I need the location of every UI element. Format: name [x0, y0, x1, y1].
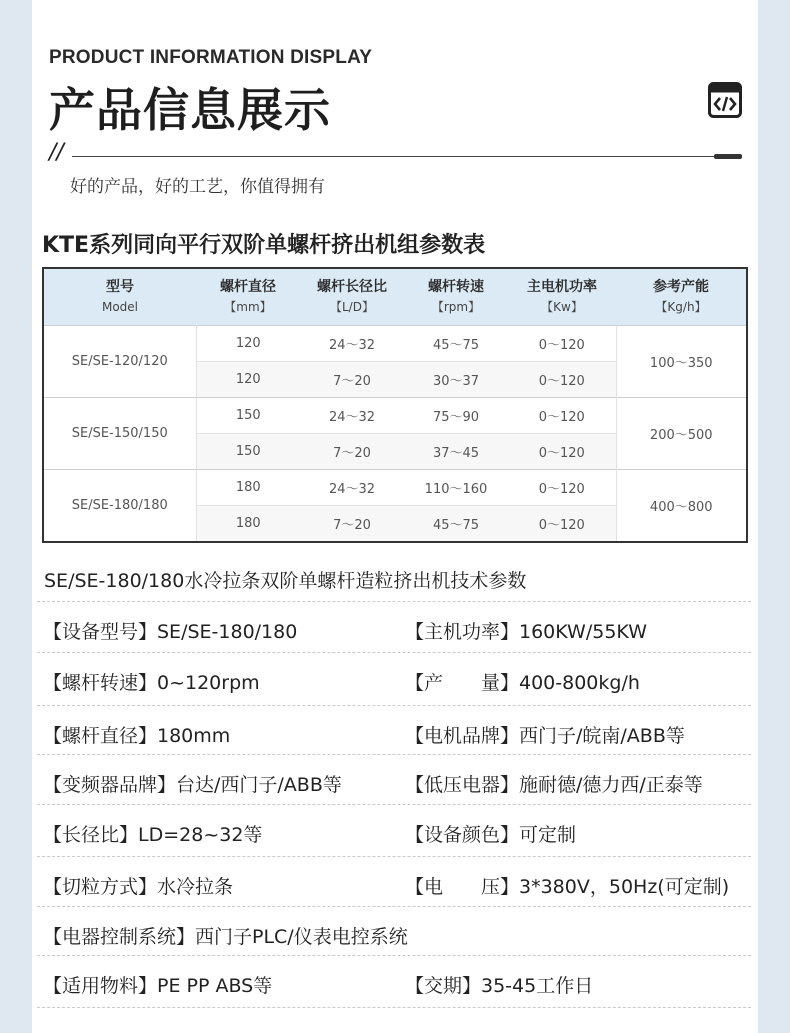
speed-cell: 37～45: [404, 434, 508, 470]
param-left: 【适用物料】PE PP ABS等: [43, 975, 273, 997]
table-header-row: [43, 268, 747, 326]
param-right: 【交期】35-45工作日: [405, 975, 594, 997]
param-left: 【电器控制系统】西门子PLC/仪表电控系统: [43, 926, 408, 948]
ld-cell: 24～32: [300, 398, 404, 434]
ld-cell: 7～20: [300, 434, 404, 470]
header-speed: 螺杆转速 【rpm】: [404, 268, 508, 326]
table-row: [43, 470, 747, 506]
param-left: 【长径比】LD=28~32等: [43, 824, 263, 846]
capacity-cell: 400～800: [616, 470, 747, 543]
diameter-cell: 180: [196, 470, 300, 506]
param-row: [37, 601, 751, 653]
english-title: PRODUCT INFORMATION DISPLAY: [49, 47, 373, 68]
speed-cell: 45～75: [404, 506, 508, 543]
model-cell: SE/SE-150/150: [43, 398, 196, 470]
speed-cell: 110～160: [404, 470, 508, 506]
param-right: 【低压电器】施耐德/德力西/正泰等: [405, 774, 703, 796]
model-cell: SE/SE-180/180: [43, 470, 196, 543]
diameter-cell: 120: [196, 326, 300, 362]
param-row: [37, 705, 751, 757]
diameter-cell: 120: [196, 362, 300, 398]
param-right: 【设备颜色】可定制: [405, 824, 577, 846]
speed-cell: 45～75: [404, 326, 508, 362]
code-window-icon: [708, 82, 742, 118]
slash-decoration: //: [49, 140, 64, 165]
param-left: 【螺杆转速】0~120rpm: [43, 672, 260, 694]
diameter-cell: 150: [196, 434, 300, 470]
diameter-cell: 150: [196, 398, 300, 434]
divider-accent: [714, 154, 742, 159]
tech-params-title: SE/SE-180/180水冷拉条双阶单螺杆造粒挤出机技术参数: [44, 570, 527, 592]
param-right: 【电机品牌】西门子/皖南/ABB等: [405, 725, 685, 747]
power-cell: 0～120: [508, 362, 616, 398]
table-row: [43, 398, 747, 434]
capacity-cell: 200～500: [616, 398, 747, 470]
param-row: [37, 652, 751, 704]
header-capacity: 参考产能 【Kg/h】: [616, 268, 747, 326]
ld-cell: 24～32: [300, 470, 404, 506]
param-row: [37, 906, 751, 958]
ld-cell: 24～32: [300, 326, 404, 362]
page-title: 产品信息展示: [49, 83, 331, 137]
slogan: 好的产品，好的工艺，你值得拥有: [70, 177, 325, 197]
param-row: [37, 804, 751, 856]
ld-cell: 7～20: [300, 506, 404, 543]
power-cell: 0～120: [508, 326, 616, 362]
divider-line: [72, 156, 716, 157]
spec-table: [42, 267, 748, 543]
model-cell: SE/SE-120/120: [43, 326, 196, 398]
param-right: 【电 压】3*380V，50Hz(可定制): [405, 876, 730, 898]
header-power: 主电机功率 【Kw】: [508, 268, 616, 326]
param-left: 【螺杆直径】180mm: [43, 725, 231, 747]
power-cell: 0～120: [508, 434, 616, 470]
ld-cell: 7～20: [300, 362, 404, 398]
param-row: [37, 754, 751, 806]
header-ld-ratio: 螺杆长径比 【L/D】: [300, 268, 404, 326]
product-info-page: [32, 0, 758, 1033]
speed-cell: 30～37: [404, 362, 508, 398]
spec-table-title: KTE系列同向平行双阶单螺杆挤出机组参数表: [42, 233, 486, 258]
power-cell: 0～120: [508, 398, 616, 434]
param-left: 【变频器品牌】台达/西门子/ABB等: [43, 774, 342, 796]
power-cell: 0～120: [508, 470, 616, 506]
param-left: 【设备型号】SE/SE-180/180: [43, 621, 298, 643]
param-left: 【切粒方式】水冷拉条: [43, 876, 234, 898]
header-diameter: 螺杆直径 【mm】: [196, 268, 300, 326]
capacity-cell: 100～350: [616, 326, 747, 398]
power-cell: 0～120: [508, 506, 616, 543]
table-row: [43, 326, 747, 362]
param-right: 【产 量】400-800kg/h: [405, 672, 640, 694]
divider-line: [37, 1007, 751, 1008]
diameter-cell: 180: [196, 506, 300, 543]
header-model: 型号 Model: [43, 268, 196, 326]
speed-cell: 75～90: [404, 398, 508, 434]
param-row: [37, 955, 751, 1007]
param-right: 【主机功率】160KW/55KW: [405, 621, 647, 643]
param-row: [37, 856, 751, 908]
